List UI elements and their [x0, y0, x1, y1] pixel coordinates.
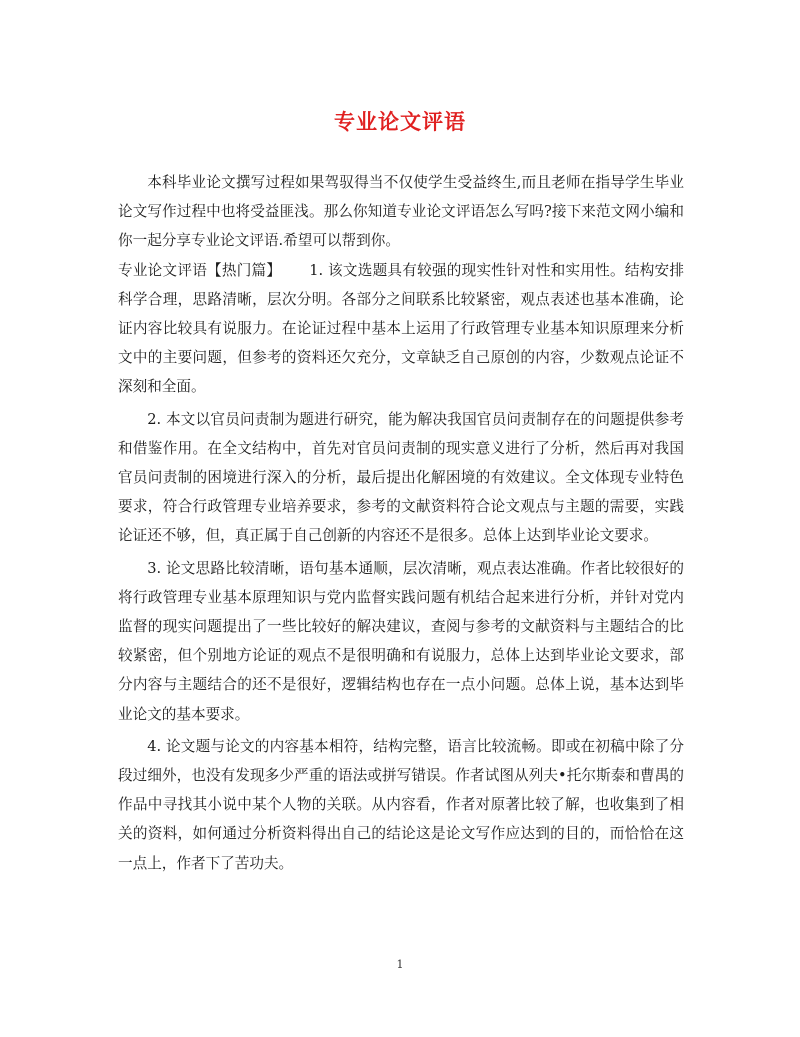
section-label: 专业论文评语【热门篇】 — [118, 261, 282, 279]
item-4-paragraph: 4. 论文题与论文的内容基本相符，结构完整，语言比较流畅。即或在初稿中除了分段过细外，也没有发现多少严重的语法或拼写错误。作者试图从列夫•托尔斯泰和曹禺的作品中寻找其小说中某个人物的关联。从内容看，作者对原著比较了解，也收集到了相关的资料，如何通过分析资料得出自己的结论这是论文写作应达到的目的，而恰恰在这一点上，作者下了苦功夫。 — [118, 737, 684, 872]
item-3-paragraph: 3. 论文思路比较清晰，语句基本通顺，层次清晰，观点表达准确。作者比较很好的将行政管理专业基本原理知识与党内监督实践问题有机结合起来进行分析，并针对党内监督的现实问题提出了一些比较好的解决建议，查阅与参考的文献资料与主题结合的比较紧密，但个别地方论证的观点不是很明确和有说服力，总体上达到毕业论文要求，部分内容与主题结合的还不是很好，逻辑结构也存在一点小问题。总体上说，基本达到毕业论文的基本要求。 — [118, 559, 684, 723]
item-2-paragraph: 2. 本文以官员问责制为题进行研究，能为解决我国官员问责制存在的问题提供参考和借鉴作用。在全文结构中，首先对官员问责制的现实意义进行了分析，然后再对我国官员问责制的困境进行深入的分析，最后提出化解困境的有效建议。全文体现专业特色要求，符合行政管理专业培养要求，参考的文献资料符合论文观点与主题的需要，实践论证还不够，但，真正属于自己创新的内容还不是很多。总体上达到毕业论文要求。 — [118, 410, 684, 545]
document-body — [118, 168, 684, 878]
page-number: 1 — [396, 958, 404, 971]
document-title: 专业论文评语 — [334, 109, 466, 134]
item-1-text: 1. 该文选题具有较强的现实性针对性和实用性。结构安排科学合理，思路清晰，层次分明。各部分之间联系比较紧密，观点表述也基本准确，论证内容比较具有说服力。在论证过程中基本上运用了行政管理专业基本知识原理来分析文中的主要问题，但参考的资料还欠充分，文章缺乏自己原创的内容，少数观点论证不深刻和全面。 — [118, 261, 684, 396]
intro-paragraph: 本科毕业论文撰写过程如果驾驭得当不仅使学生受益终生,而且老师在指导学生毕业论文写作过程中也将受益匪浅。那么你知道专业论文评语怎么写吗?接下来范文网小编和你一起分享专业论文评语.希望可以帮到你。 — [118, 174, 684, 250]
section-paragraph-1 — [118, 256, 684, 402]
